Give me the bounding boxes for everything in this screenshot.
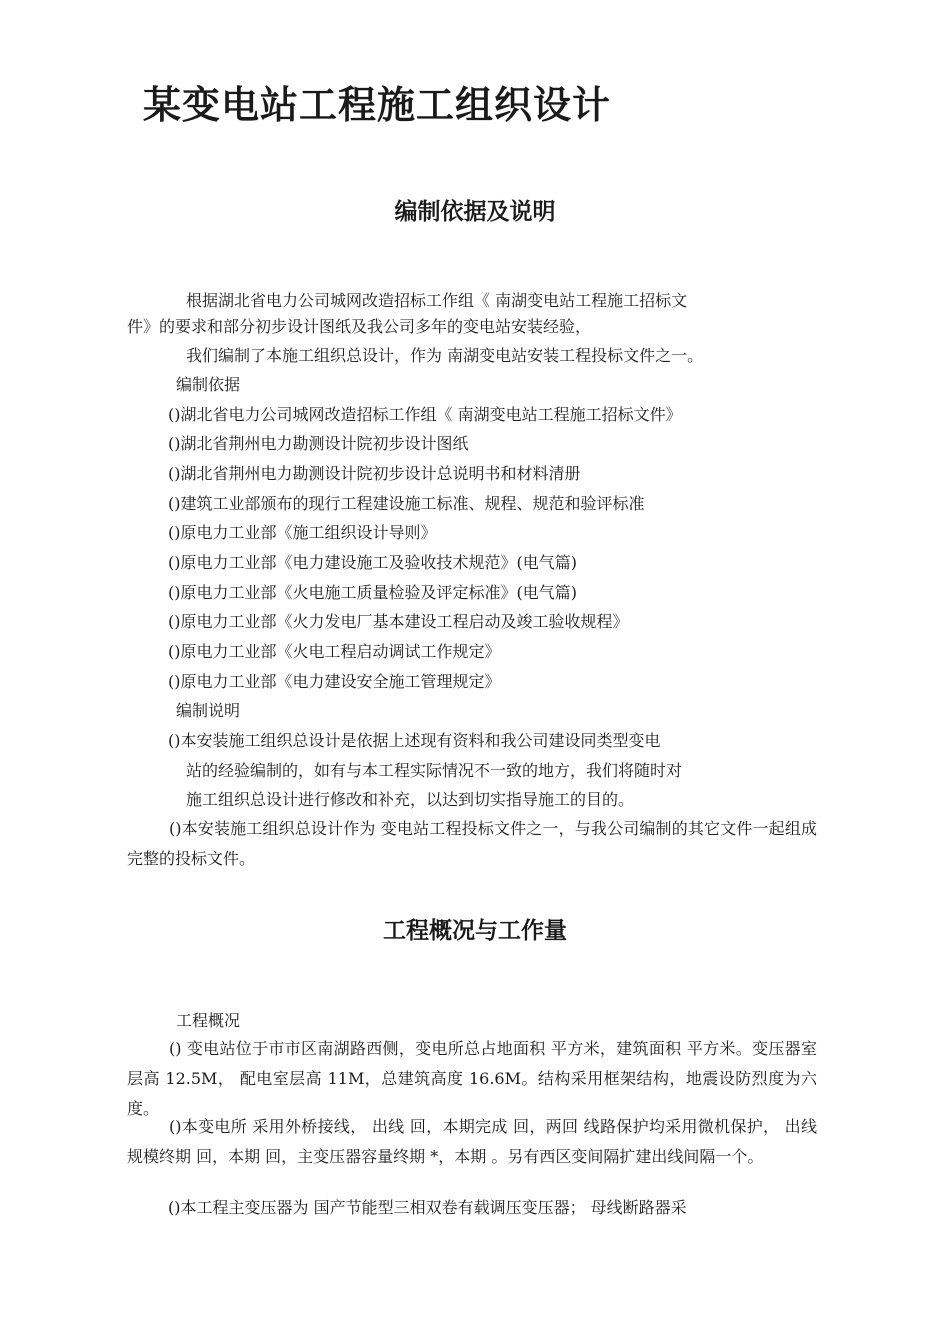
basis-item: ()原电力工业部《电力建设施工及验收技术规范》(电气篇) [168,553,577,572]
overview-paragraph-2: ()本变电所 采用外桥接线， 出线 回，本期完成 回，两回 线路保护均采用微机保护， 出线规模终期 回，本期 回，主变压器容量终期 *，本期 。另有西区变间隔扩建出线间隔一个。 [127,1117,817,1166]
intro-line-1: 根据湖北省电力公司城网改造招标工作组《 南湖变电站工程施工招标文 [186,291,688,310]
basis-item: ()湖北省荆州电力勘测设计院初步设计图纸 [168,434,469,453]
note-1-line-2: 站的经验编制的，如有与本工程实际情况不一致的地方，我们将随时对 [186,761,683,780]
note-1-line-1: ()本安装施工组织总设计是依据上述现有资料和我公司建设同类型变电 [168,731,661,750]
document-title: 某变电站工程施工组织设计 [143,83,612,127]
basis-item: ()湖北省荆州电力勘测设计院初步设计总说明书和材料清册 [168,464,581,483]
notes-label: 编制说明 [176,701,241,720]
intro-line-2: 件》的要求和部分初步设计图纸及我公司多年的变电站安装经验， [127,317,592,336]
basis-item: ()建筑工业部颁布的现行工程建设施工标准、规程、规范和验评标准 [168,494,645,513]
basis-item: ()原电力工业部《火力发电厂基本建设工程启动及竣工验收规程》 [168,612,629,631]
overview-paragraph-3: ()本工程主变压器为 国产节能型三相双卷有载调压变压器； 母线断路器采 [168,1198,687,1217]
section-heading-overview: 工程概况与工作量 [383,918,567,944]
basis-item: ()原电力工业部《火电工程启动调试工作规定》 [168,642,501,661]
overview-label: 工程概况 [176,1011,241,1030]
basis-label: 编制依据 [176,375,241,394]
section-heading-basis: 编制依据及说明 [394,199,556,225]
basis-item: ()原电力工业部《电力建设安全施工管理规定》 [168,672,501,691]
basis-item: ()原电力工业部《施工组织设计导则》 [168,523,437,542]
intro-line-3: 我们编制了本施工组织总设计，作为 南湖变电站安装工程投标文件之一。 [186,346,704,365]
note-2-paragraph: ()本安装施工组织总设计作为 变电站工程投标文件之一，与我公司编制的其它文件一起组成完整的投标文件。 [127,819,817,868]
basis-item: ()原电力工业部《火电施工质量检验及评定标准》(电气篇) [168,583,577,602]
note-1-line-3: 施工组织总设计进行修改和补充，以达到切实指导施工的目的。 [186,790,635,809]
overview-paragraph-1: () 变电站位于市市区南湖路西侧，变电所总占地面积 平方米，建筑面积 平方米。变压器室层高 12.5M， 配电室层高 11M，总建筑高度 16.6M。结构采用框架结构，地震设防烈度为六度。 [127,1039,817,1118]
basis-item: ()湖北省电力公司城网改造招标工作组《 南湖变电站工程施工招标文件》 [168,405,682,424]
